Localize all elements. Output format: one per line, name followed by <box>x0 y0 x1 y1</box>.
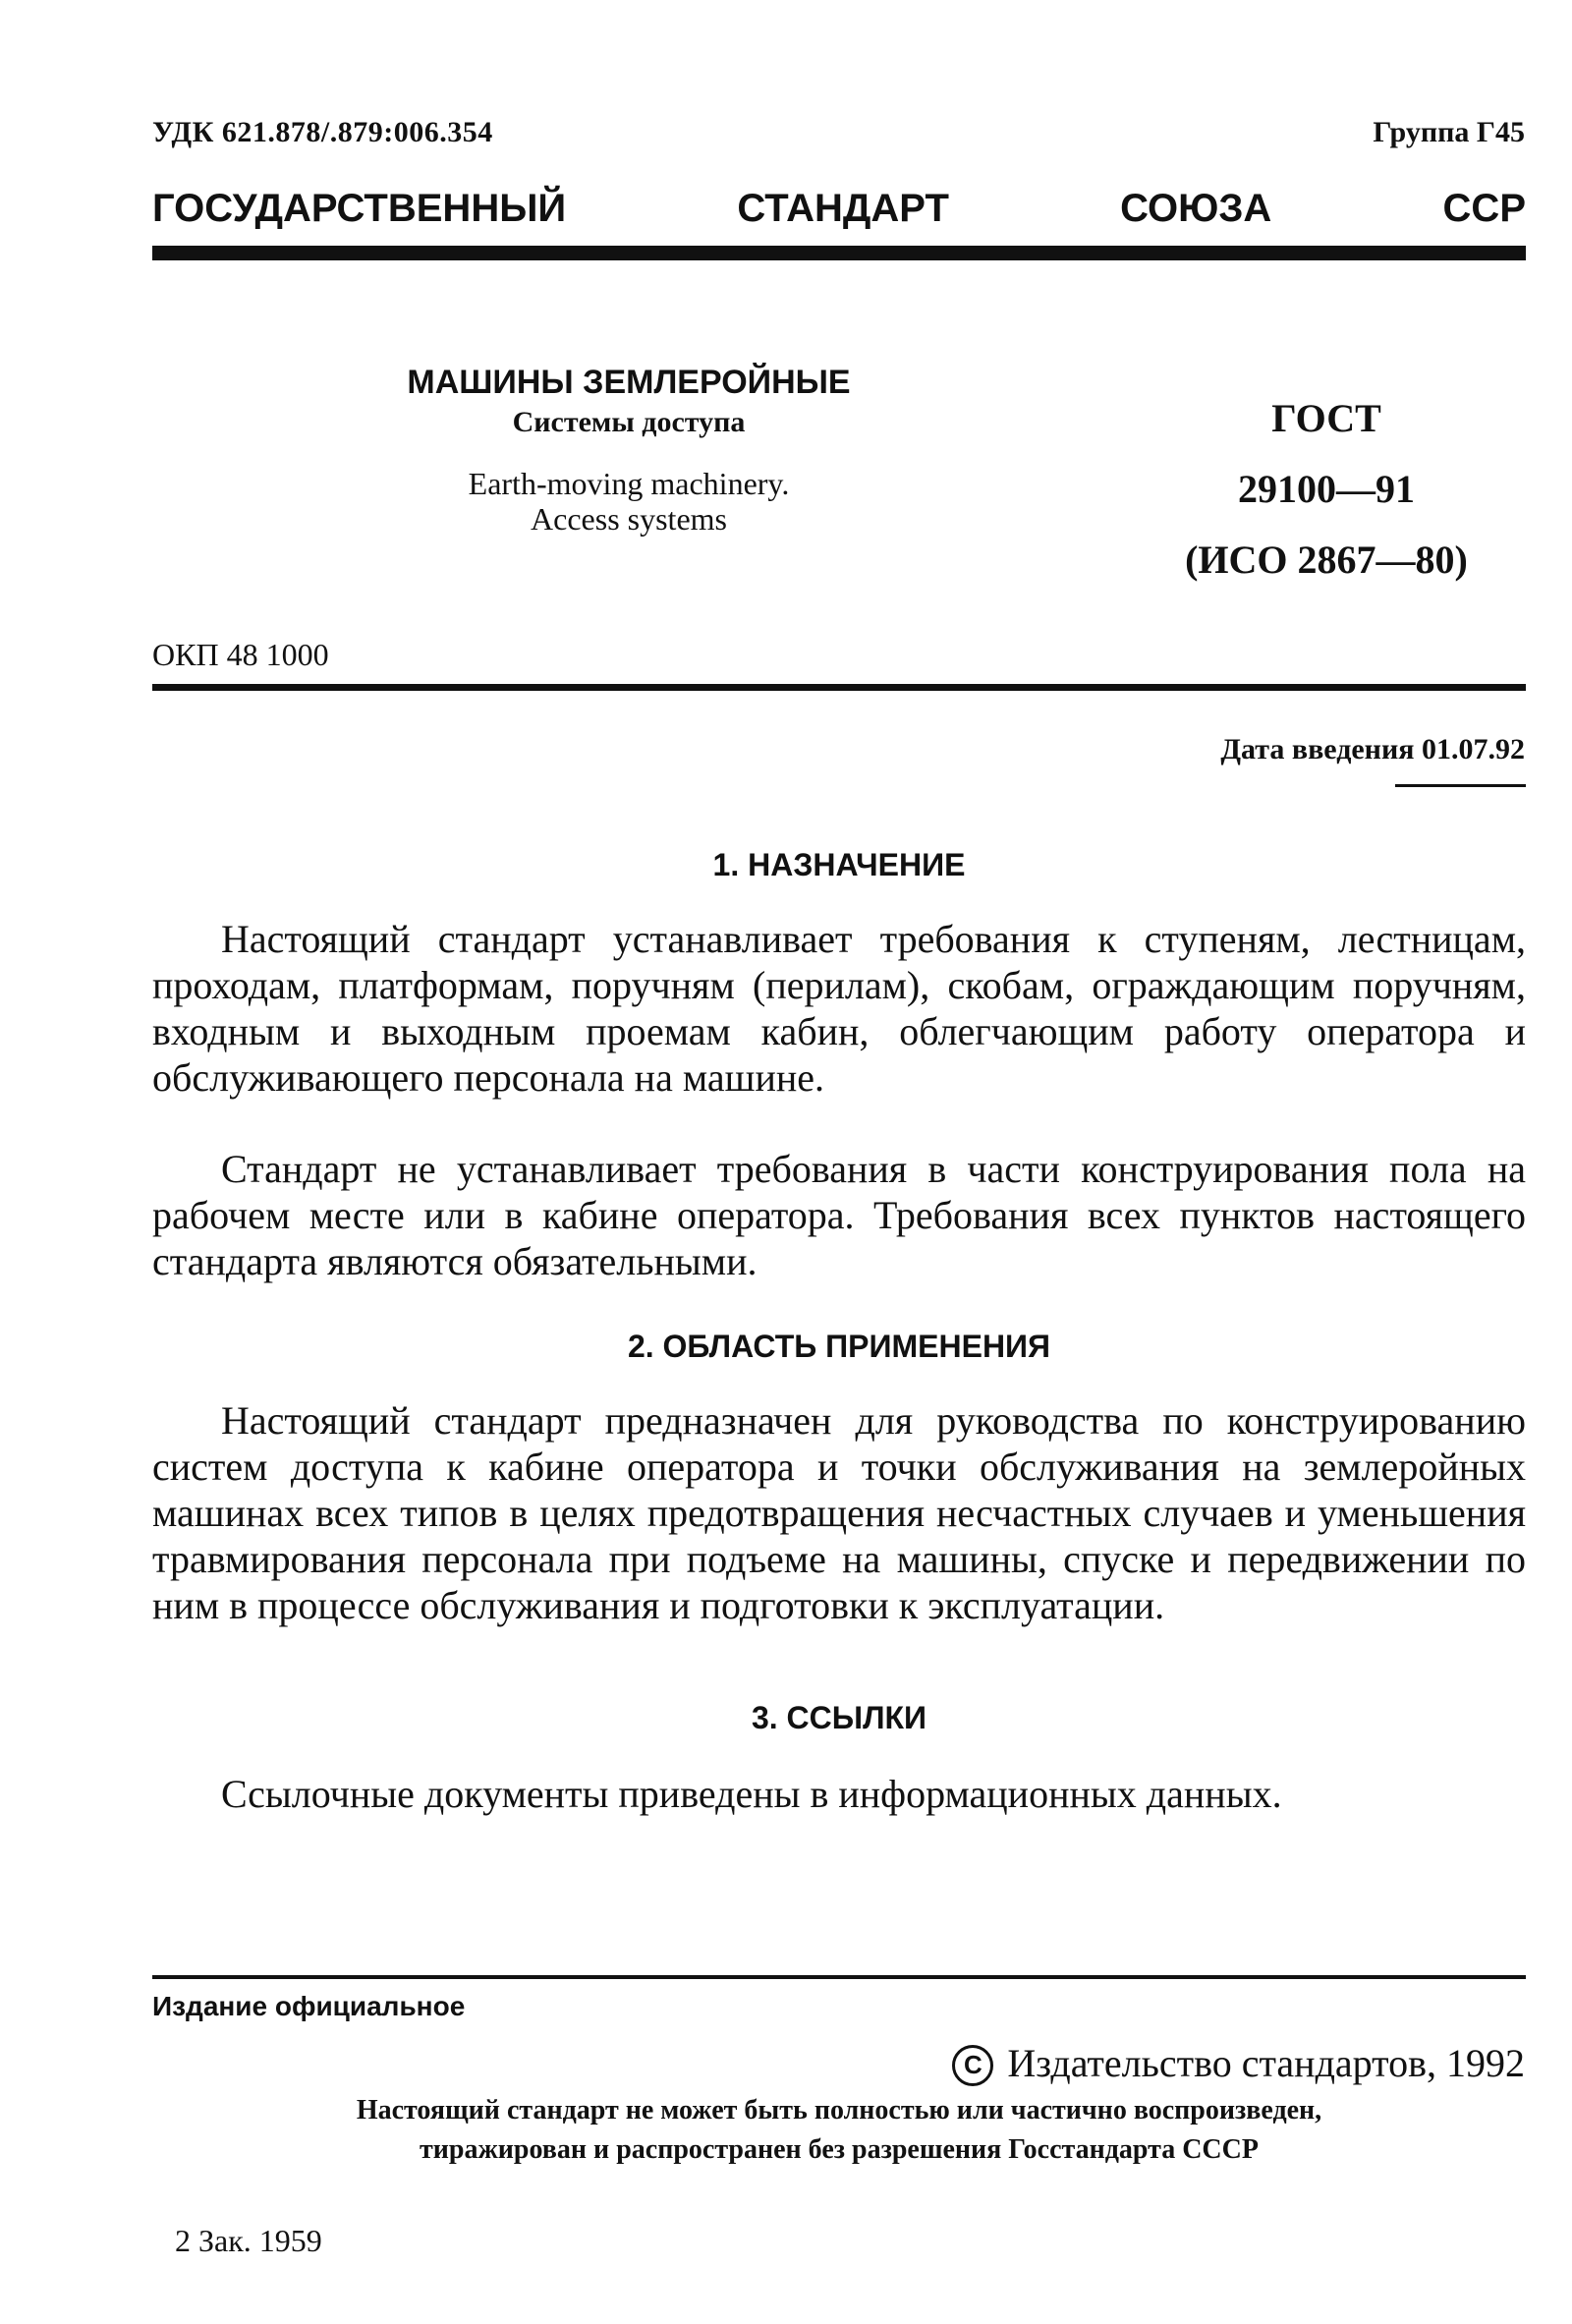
english-title-line-2: Access systems <box>531 501 727 537</box>
order-number: 2 Зак. 1959 <box>175 2223 322 2258</box>
group-code: Группа Г45 <box>1373 116 1525 148</box>
reproduction-notice <box>152 2091 1526 2170</box>
document-subtitle: Системы доступа <box>512 406 746 438</box>
gost-number: 29100—91 <box>1238 467 1415 511</box>
title-rule <box>152 684 1526 691</box>
date-underline <box>1395 784 1526 787</box>
copyright <box>952 2040 1525 2086</box>
introduction-date: Дата введения 01.07.92 <box>1220 733 1525 765</box>
section-heading-references: 3. ССЫЛКИ <box>751 1700 927 1735</box>
org-title: ГОСУДАРСТВЕННЫЙ СТАНДАРТ СОЮЗА ССР <box>152 187 1526 230</box>
document-title: МАШИНЫ ЗЕМЛЕРОЙНЫЕ <box>407 364 851 401</box>
section-paragraph: Настоящий стандарт устанавливает требования к ступеням, лестницам, проходам, платформам, поручням (перилам), скобам, ограждающим поручням, входным и выходным проемам кабин, облегчающим работу оператора и обслуживающего персонала на машине. <box>152 917 1526 1100</box>
section-paragraph: Ссылочные документы приведены в информационных данных. <box>221 1772 1282 1816</box>
iso-reference: (ИСО 2867—80) <box>1185 538 1468 582</box>
english-title-line-1: Earth-moving machinery. <box>468 466 790 501</box>
section-paragraph: Настоящий стандарт предназначен для руководства по конструированию систем доступа к кабине оператора и точки обслуживания на землеройных машинах всех типов в целях предотвращения несчастных случаев и уменьшения травмирования персонала при подъеме на машины, спуске и передвижении по ним в процессе обслуживания и подготовки к эксплуатации. <box>152 1398 1526 1627</box>
section-heading-scope: 2. ОБЛАСТЬ ПРИМЕНЕНИЯ <box>627 1329 1051 1364</box>
section-paragraph: Стандарт не устанавливает требования в части конструирования пола на рабочем месте или в кабине оператора. Требования всех пунктов настоящего стандарта являются обязательными. <box>152 1147 1526 1283</box>
copyright-text: Издательство стандартов, 1992 <box>1007 2041 1525 2085</box>
header-rule <box>152 246 1526 260</box>
udk-code: УДК 621.878/.879:006.354 <box>152 116 493 148</box>
copyright-icon: C <box>952 2045 993 2086</box>
footer-rule <box>152 1975 1526 1979</box>
okp-code: ОКП 48 1000 <box>152 637 329 672</box>
standard-designation <box>1130 383 1523 595</box>
document-title-block <box>324 362 933 537</box>
section-heading-purpose: 1. НАЗНАЧЕНИЕ <box>712 847 966 882</box>
document-title-english <box>324 466 933 537</box>
edition-label: Издание официальное <box>152 1991 466 2021</box>
gost-label: ГОСТ <box>1271 396 1381 440</box>
notice-line-1: Настоящий стандарт не может быть полностью или частично воспроизведен, <box>356 2095 1322 2126</box>
notice-line-2: тиражирован и распространен без разрешения Госстандарта СССР <box>420 2134 1259 2165</box>
